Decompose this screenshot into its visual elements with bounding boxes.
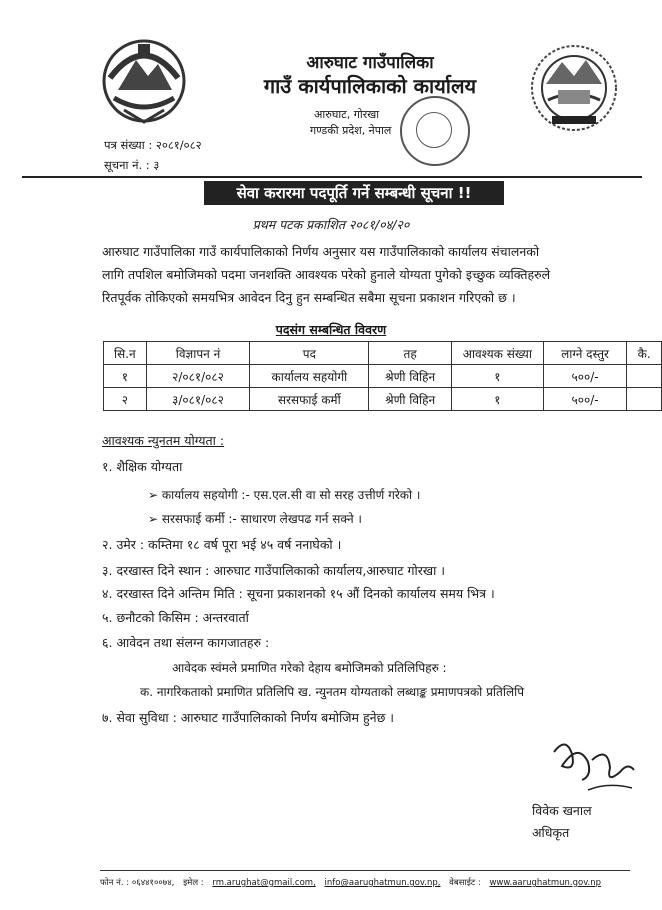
application-place: ३. दरखास्त दिने स्थान : आरुघाट गाउँपालिकाको कार्यालय,आरुघाट गोरखा । — [102, 563, 446, 578]
cell: १ — [104, 365, 147, 388]
address-line2: गण्डकी प्रदेश, नेपाल — [310, 124, 392, 137]
table-row — [104, 388, 662, 411]
cell: श्रेणी विहिन — [369, 365, 452, 388]
intro-line-2: लागि तपशिल बमोजिमको पदमा जनशक्ति आवश्यक परेको हुनाले योग्यता पुगेको इच्छुक व्यक्तिहरुले — [102, 267, 551, 282]
header-divider — [22, 176, 642, 178]
notice-number: सूचना नं. : ३ — [104, 158, 160, 172]
intro-line-3: रितपूर्वक तोकिएको समयभित्र आवेदन दिनु हुन सम्बन्धित सबैमा सूचना प्रकाशन गरिएको छ । — [102, 290, 516, 305]
col-sn: सि.न — [104, 342, 147, 365]
office-seal-icon — [400, 96, 470, 166]
cell: १ — [451, 388, 543, 411]
letter-number: पत्र संख्या : २०८१/०८२ — [104, 138, 202, 152]
cell: २/०८१/०८२ — [146, 365, 250, 388]
arrow-bullet-icon: ➢ — [148, 512, 162, 526]
col-level: तह — [369, 342, 452, 365]
footer-email1[interactable]: rm.arughat@gmail.com, — [212, 878, 316, 888]
signature-icon — [548, 732, 638, 798]
list-item — [148, 486, 420, 503]
application-deadline: ४. दरखास्त दिने अन्तिम मिति : सूचना प्रकाशनको १५ औं दिनको कार्यालय समय भित्र । — [102, 586, 495, 601]
cell: ५००/- — [543, 365, 627, 388]
list-item-text: सरसफाई कर्मी :- साधारण लेखपढ गर्न सक्ने । — [161, 512, 362, 526]
signatory-name: विवेक खनाल — [532, 803, 592, 818]
service-facilities: ७. सेवा सुविधा : आरुघाट गाउँपालिकाको निर्णय बमोजिम हुनेछ । — [102, 710, 395, 725]
col-ad-no: विज्ञापन नं — [146, 342, 250, 365]
col-remarks: कै. — [627, 342, 662, 365]
footer-contact — [100, 877, 630, 888]
footer-website[interactable]: www.aarughatmun.gov.np — [489, 878, 602, 888]
footer-email-label: इमेल : — [183, 878, 204, 888]
footer-phone: फोन नं. : ०६४४१००७४, — [100, 878, 175, 888]
selection-method: ५. छनौटको किसिम : अन्तरवार्ता — [102, 610, 249, 625]
table-caption: पदसंग सम्बन्धित विवरण — [275, 322, 387, 337]
cell: १ — [451, 365, 543, 388]
nepal-emblem-icon — [100, 38, 188, 124]
notice-title: सेवा करारमा पदपूर्ति गर्ने सम्बन्धी सूचना !! — [204, 181, 504, 205]
age-requirement: २. उमेर : कम्तिमा १८ वर्ष पूरा भई ४५ वर्ष ननाघेको । — [102, 537, 342, 552]
col-post: पद — [250, 342, 369, 365]
municipality-logo-icon — [528, 44, 620, 132]
intro-line-1: आरुघाट गाउँपालिका गाउँ कार्यपालिकाको निर्णय अनुसार यस गाउँपालिकाको कार्यालय संचालनको — [102, 244, 540, 259]
list-item — [148, 510, 362, 527]
arrow-bullet-icon: ➢ — [148, 488, 162, 502]
table-row — [104, 365, 662, 388]
table-header-row — [104, 342, 662, 365]
footer-divider — [100, 870, 630, 871]
footer-email2[interactable]: info@aarughatmun.gov.np, — [324, 878, 441, 888]
cell: ५००/- — [543, 388, 627, 411]
col-required: आवश्यक संख्या — [451, 342, 543, 365]
cell: २ — [104, 388, 147, 411]
municipality-name: आरुघाट गाउँपालिका — [306, 53, 434, 73]
cell: सरसफाई कर्मी — [250, 388, 369, 411]
list-item-text: कार्यालय सहयोगी :- एस.एल.सी वा सो सरह उत्तीर्ण गरेको । — [161, 488, 421, 502]
documents-intro: आवेदक स्वंमले प्रमाणित गरेको देहाय बमोजिमको प्रतिलिपिहरु : — [172, 661, 447, 675]
office-name: गाउँ कार्यपालिकाको कार्यालय — [263, 74, 477, 98]
footer-web-label: वेबसाईट : — [449, 878, 481, 888]
documents-heading: ६. आवेदन तथा संलग्न कागजातहरु : — [102, 635, 270, 650]
col-fee: लाग्ने दस्तुर — [543, 342, 627, 365]
requirements-heading: आवश्यक न्युनतम योग्यता : — [102, 433, 225, 448]
documents-list: क. नागरिकताको प्रमाणित प्रतिलिपि ख. न्युनतम योग्यताको लब्धाङ्क प्रमाणपत्रको प्रतिलिपि — [140, 685, 525, 699]
cell — [627, 365, 662, 388]
cell: श्रेणी विहिन — [369, 388, 452, 411]
cell — [627, 388, 662, 411]
address-line1: आरुघाट, गोरखा — [314, 108, 380, 121]
notice-subtitle: प्रथम पटक प्रकाशित २०८१/०४/२० — [252, 217, 410, 232]
education-heading: १. शैक्षिक योग्यता — [102, 459, 183, 474]
signatory-role: अधिकृत — [532, 825, 570, 840]
cell: कार्यालय सहयोगी — [250, 365, 369, 388]
cell: ३/०८१/०८२ — [146, 388, 250, 411]
posts-table — [103, 341, 662, 411]
